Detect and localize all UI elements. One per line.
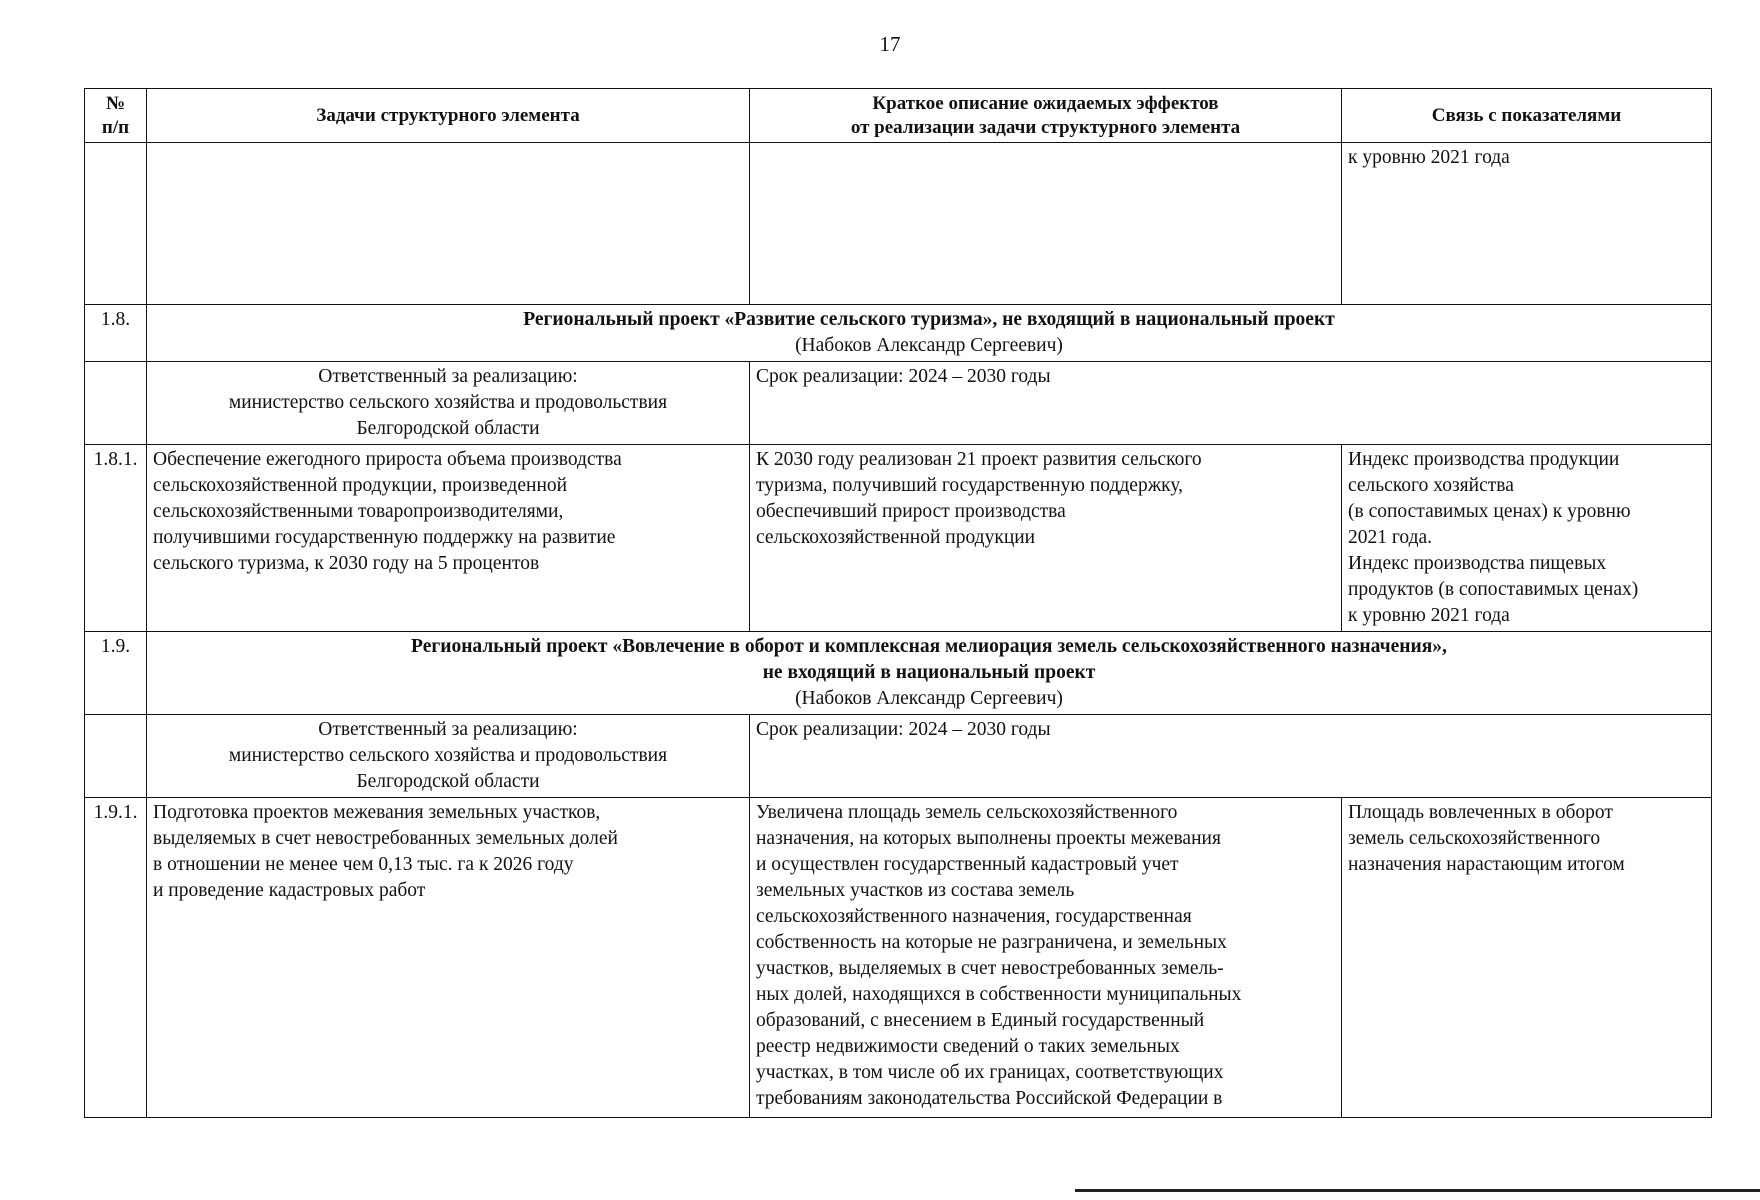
task-text-line: и проведение кадастровых работ	[153, 880, 426, 901]
cell-num	[85, 362, 147, 445]
section-row-1-8	[85, 305, 1712, 362]
responsible-cell	[147, 715, 750, 798]
effect-line: образований, с внесением в Единый государственный	[756, 1010, 1205, 1031]
indicator-line: продуктов (в сопоставимых ценах)	[1348, 579, 1639, 600]
section-title-cell	[147, 305, 1712, 362]
indicator-line: Индекс производства пищевых	[1348, 553, 1607, 574]
header-effects-line: Краткое описание ожидаемых эффектов	[872, 92, 1219, 114]
section-num: 1.8.	[85, 305, 147, 362]
indicator-line: сельского хозяйства	[1348, 475, 1514, 496]
effect-line: обеспечивший прирост производства	[756, 501, 1066, 522]
header-effects-line: от реализации задачи структурного элемента	[850, 116, 1241, 138]
section-title: Региональный проект «Развитие сельского туризма», не входящий в национальный проект	[523, 309, 1335, 330]
cell-task	[147, 143, 750, 305]
task-effect-cell	[750, 798, 1342, 1118]
effect-line: туризма, получивший государственную поддержку,	[756, 475, 1184, 496]
effect-line: ных долей, находящихся в собственности муниципальных	[756, 984, 1242, 1005]
effect-line: сельскохозяйственной продукции	[756, 527, 1036, 548]
task-num: 1.9.1.	[85, 798, 147, 1118]
task-effect-cell	[750, 445, 1342, 632]
responsible-row-1-8	[85, 362, 1712, 445]
effect-line: Увеличена площадь земель сельскохозяйственного	[756, 802, 1178, 823]
indicator-line: 2021 года.	[1348, 527, 1433, 548]
header-num-line: №	[105, 92, 126, 114]
indicator-line: к уровню 2021 года	[1348, 605, 1510, 626]
tasks-table	[84, 88, 1712, 1118]
term-cell: Срок реализации: 2024 – 2030 годы	[750, 715, 1712, 798]
indicator-line: Индекс производства продукции	[1348, 449, 1620, 470]
task-text-line: Подготовка проектов межевания земельных участков,	[153, 802, 601, 823]
responsible-line: Белгородской области	[356, 418, 540, 439]
responsible-line: министерство сельского хозяйства и продовольствия	[228, 745, 668, 766]
section-title: Региональный проект «Вовлечение в оборот и комплексная мелиорация земель сельскохозяйственного назначения»,	[411, 636, 1447, 657]
effect-line: сельскохозяйственного назначения, государственная	[756, 906, 1192, 927]
task-text-cell	[147, 798, 750, 1118]
responsible-line: Ответственный за реализацию:	[318, 366, 578, 387]
task-row-1-8-1	[85, 445, 1712, 632]
table-header-row	[85, 89, 1712, 143]
effect-line: земельных участков из состава земель	[756, 880, 1075, 901]
responsible-row-1-9	[85, 715, 1712, 798]
effect-line: участков, выделяемых в счет невостребованных земель-	[756, 958, 1224, 979]
section-person: (Набоков Александр Сергеевич)	[795, 335, 1063, 356]
effect-line: К 2030 году реализован 21 проект развития сельского	[756, 449, 1202, 470]
page-number: 17	[879, 32, 901, 56]
indicator-line: назначения нарастающим итогом	[1348, 854, 1625, 875]
indicator-line: (в сопоставимых ценах) к уровню	[1348, 501, 1631, 522]
header-effects	[750, 89, 1342, 143]
cell-effect	[750, 143, 1342, 305]
responsible-line: Ответственный за реализацию:	[318, 719, 578, 740]
cell-num	[85, 143, 147, 305]
task-text-line: сельского туризма, к 2030 году на 5 процентов	[153, 553, 540, 574]
continuation-row	[85, 143, 1712, 305]
responsible-line: министерство сельского хозяйства и продовольствия	[228, 392, 668, 413]
effect-line: участках, в том числе об их границах, соответствующих	[756, 1062, 1224, 1083]
task-text-line: получившими государственную поддержку на развитие	[153, 527, 616, 548]
effect-line: требованиям законодательства Российской Федерации в	[756, 1088, 1223, 1109]
header-num	[85, 89, 147, 143]
header-tasks: Задачи структурного элемента	[147, 89, 750, 143]
page-edge-line	[1075, 1189, 1760, 1192]
task-text-line: сельскохозяйственной продукции, произведенной	[153, 475, 568, 496]
effect-line: и осуществлен государственный кадастровый учет	[756, 854, 1179, 875]
indicator-line: земель сельскохозяйственного	[1348, 828, 1601, 849]
header-indicators: Связь с показателями	[1342, 89, 1712, 143]
header-num-line: п/п	[101, 116, 130, 138]
responsible-line: Белгородской области	[356, 771, 540, 792]
task-text-line: сельскохозяйственными товаропроизводителями,	[153, 501, 564, 522]
responsible-cell	[147, 362, 750, 445]
task-text-line: выделяемых в счет невостребованных земельных долей	[153, 828, 618, 849]
task-row-1-9-1	[85, 798, 1712, 1118]
task-num: 1.8.1.	[85, 445, 147, 632]
section-row-1-9	[85, 632, 1712, 715]
section-title-cell	[147, 632, 1712, 715]
effect-line: реестр недвижимости сведений о таких земельных	[756, 1036, 1180, 1057]
section-title: не входящий в национальный проект	[762, 662, 1096, 683]
effect-line: собственность на которые не разграничена, и земельных	[756, 932, 1227, 953]
task-text-line: в отношении не менее чем 0,13 тыс. га к 2026 году	[153, 854, 574, 875]
task-indicators-cell	[1342, 445, 1712, 632]
section-num: 1.9.	[85, 632, 147, 715]
task-text-line: Обеспечение ежегодного прироста объема производства	[153, 449, 622, 470]
task-text-cell	[147, 445, 750, 632]
indicator-line: Площадь вовлеченных в оборот	[1348, 802, 1613, 823]
task-indicators-cell	[1342, 798, 1712, 1118]
cell-indicators: к уровню 2021 года	[1342, 143, 1712, 305]
effect-line: назначения, на которых выполнены проекты межевания	[756, 828, 1221, 849]
cell-num	[85, 715, 147, 798]
term-cell: Срок реализации: 2024 – 2030 годы	[750, 362, 1712, 445]
section-person: (Набоков Александр Сергеевич)	[795, 688, 1063, 709]
